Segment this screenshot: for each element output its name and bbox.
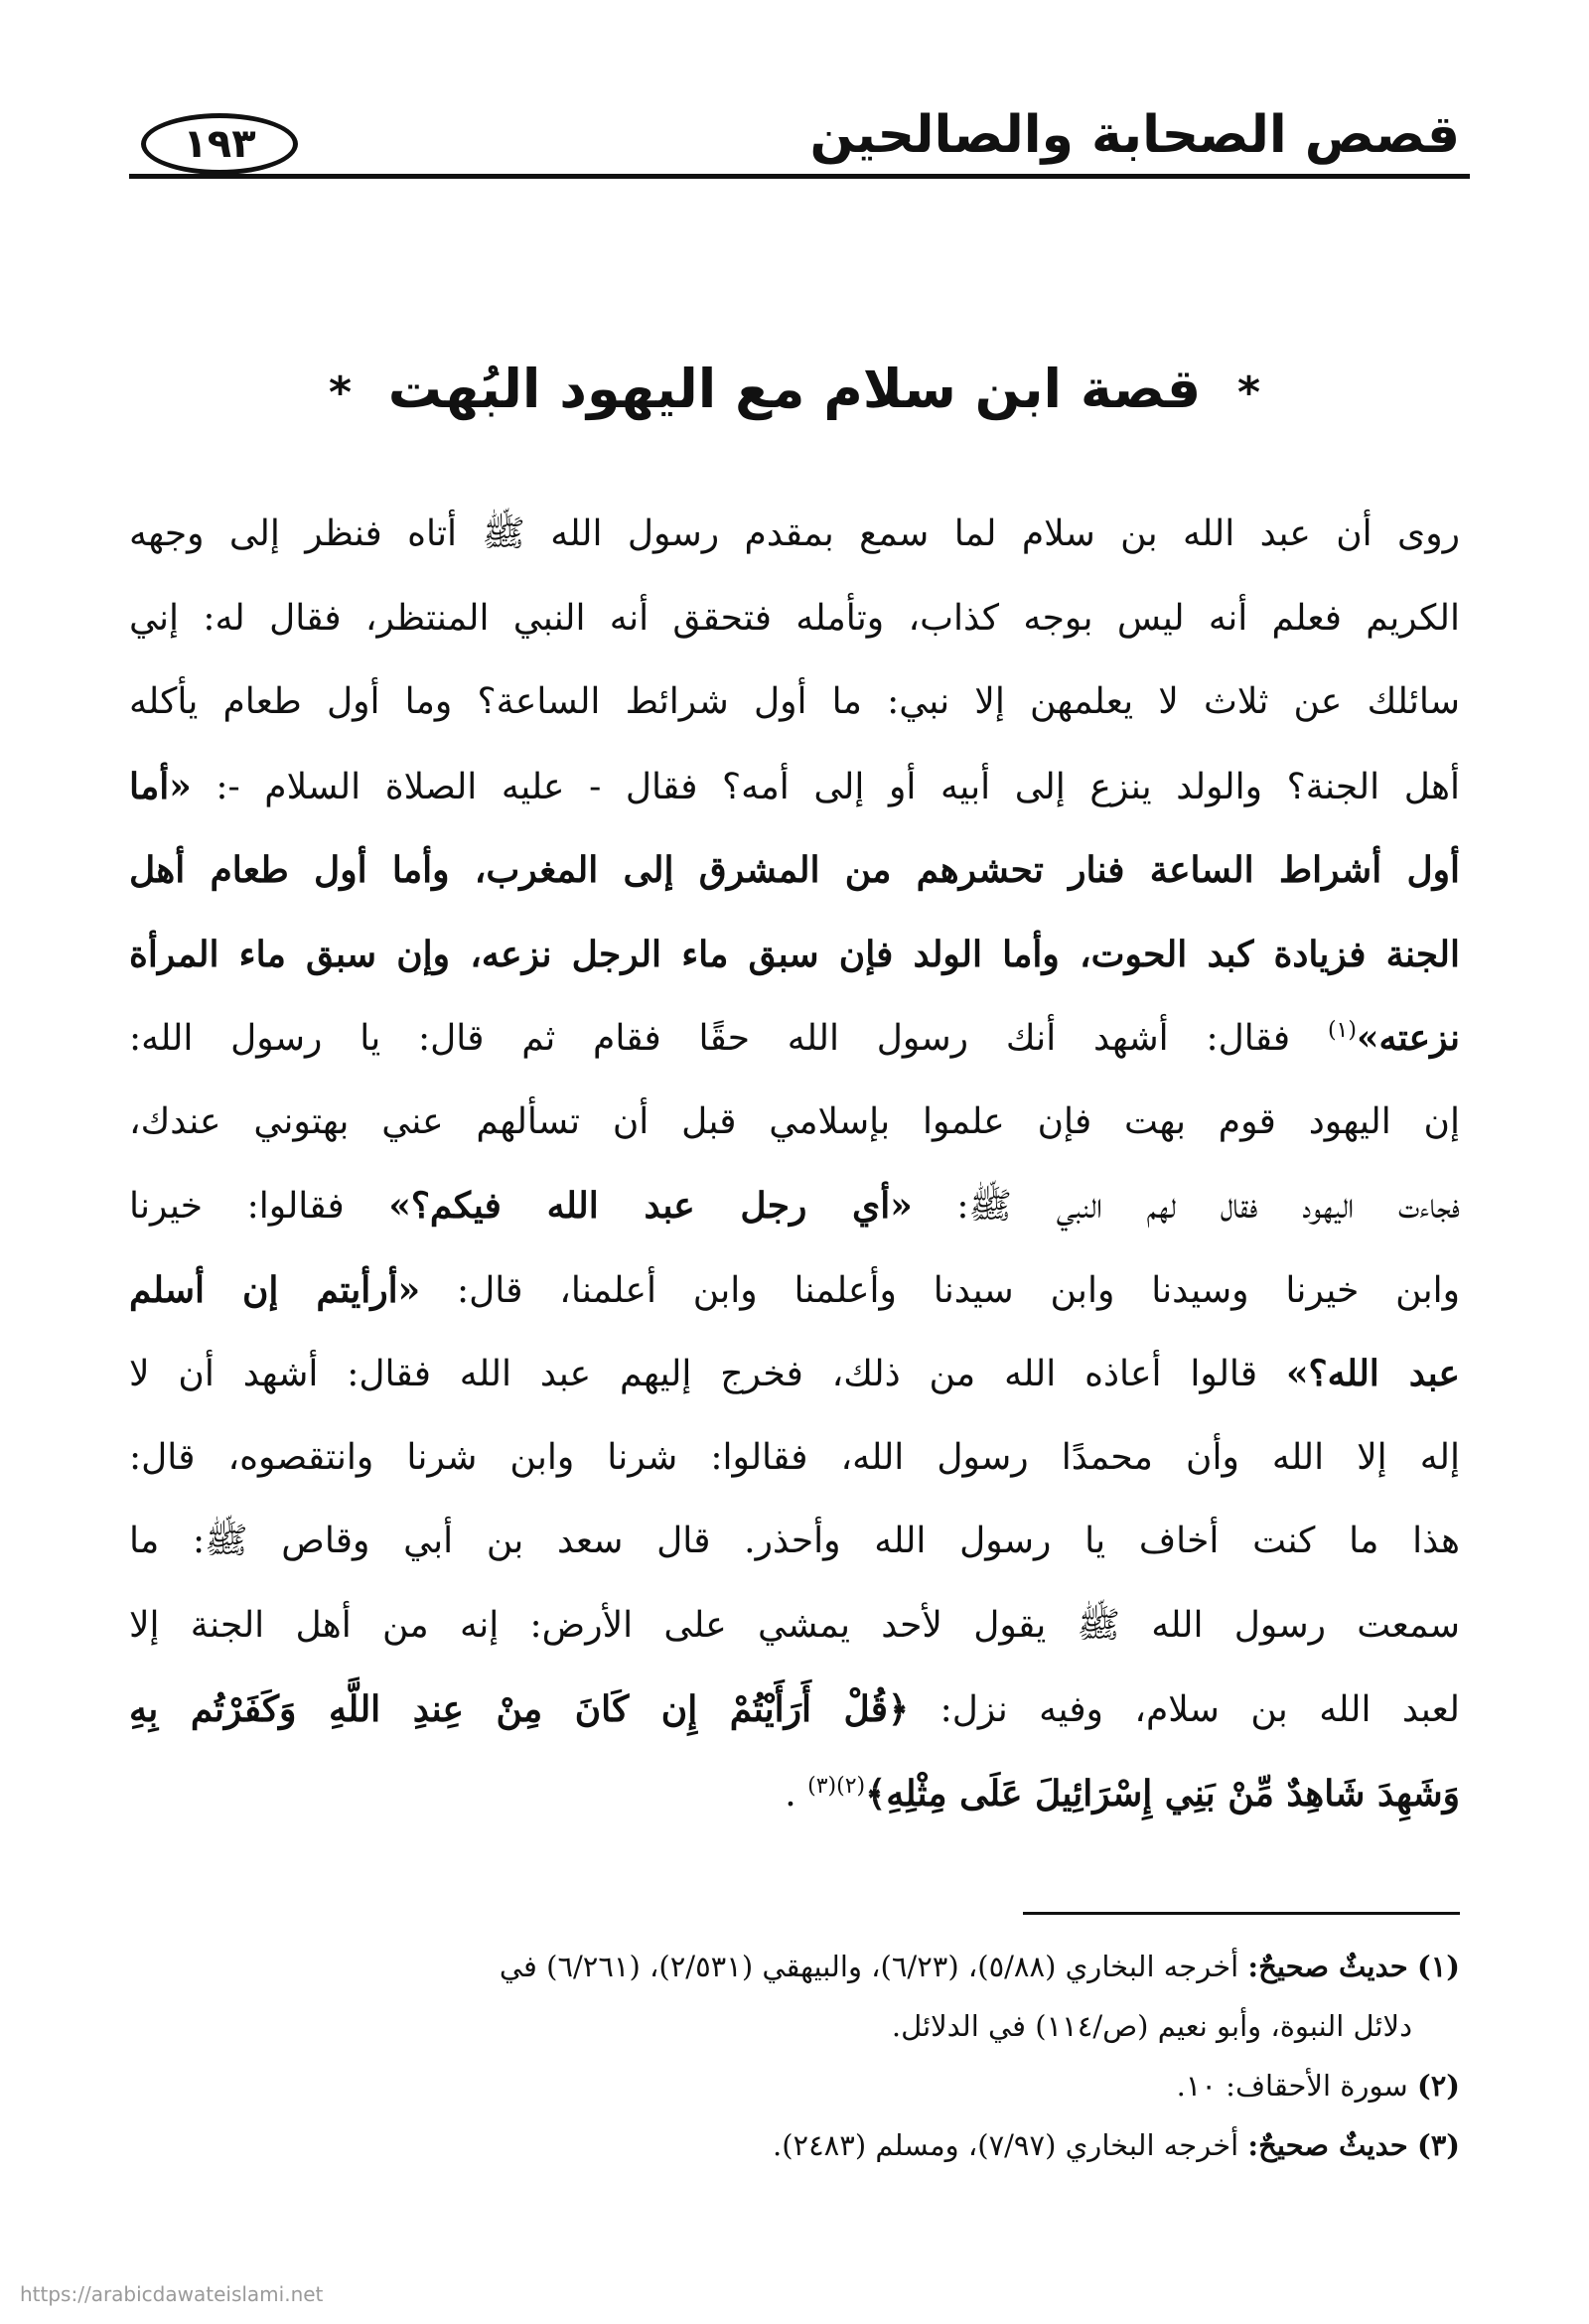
footnote-item: (٢) سورة الأحقاف: ١٠. [1176, 2069, 1460, 2103]
body-line: إله إلا الله وأن محمدًا رسول الله، فقالوا: شرنا وابن شرنا وانتقصوه، قال: [129, 1436, 1460, 1478]
hadith-quote-start: «أما [129, 765, 192, 807]
footnotes [129, 1937, 1460, 2175]
body-line: أهل الجنة؟ والولد ينزع إلى أبيه أو إلى أمه؟ فقال - عليه الصلاة السلام -: «أما [129, 765, 1460, 807]
footnote-mark: (١) [1327, 1018, 1357, 1043]
watermark-url: https://arabicdawateislami.net [20, 2282, 324, 2306]
body-line: أول أشراط الساعة فنار تحشرهم من المشرق إلى المغرب، وأما أول طعام أهل [129, 849, 1460, 891]
footnote-item: (٣) حديثٌ صحيحٌ: أخرجه البخاري (٧/٩٧)، ومسلم (٢٤٨٣). [772, 2128, 1460, 2162]
quran-verse: ﴿قُلْ أَرَأَيْتُمْ إِن كَانَ مِنْ عِندِ اللَّهِ وَكَفَرْتُم بِهِ [129, 1688, 910, 1730]
body-line: إن اليهود قوم بهت فإن علموا بإسلامي قبل أن تسألهم عني بهتوني عندك، [129, 1100, 1460, 1142]
body-line: فجاءت اليهود فقال لهم النبي ﷺ: «أي رجل عبد الله فيكم؟» فقالوا: خيرنا [129, 1185, 1460, 1227]
body-line: وَشَهِدَ شَاهِدٌ مِّنْ بَنِي إِسْرَائِيلَ عَلَى مِثْلِهِ﴾$^{(٢)(٣)}$ . [785, 1772, 1460, 1815]
quran-verse: وَشَهِدَ شَاهِدٌ مِّنْ بَنِي إِسْرَائِيلَ عَلَى مِثْلِهِ﴾ [865, 1772, 1460, 1815]
header-rule [129, 174, 1470, 179]
footnote-continuation: دلائل النبوة، وأبو نعيم (ص/١١٤) في الدلائل. [891, 2009, 1412, 2043]
book-title: قصص الصحابة والصالحين [809, 105, 1460, 165]
body-line: هذا ما كنت أخاف يا رسول الله وأحذر. قال سعد بن أبي وقاص ﷺ: ما [129, 1521, 1460, 1561]
body-line: الجنة فزيادة كبد الحوت، وأما الولد فإن سبق ماء الرجل نزعه، وإن سبق ماء المرأة [129, 933, 1460, 975]
story-title-block [129, 358, 1460, 420]
body-line: وابن خيرنا وسيدنا وابن سيدنا وأعلمنا وابن أعلمنا، قال: «أرأيتم إن أسلم [129, 1268, 1460, 1311]
title-star-left: * [328, 367, 352, 418]
footnote-rule [1023, 1912, 1460, 1915]
title-star-right: * [1237, 367, 1261, 418]
footnote-mark: (٢) [836, 1773, 866, 1799]
story-title: قصة ابن سلام مع اليهود البُهت [387, 358, 1202, 420]
body-line: نزعته»$^{(١)}$ فقال: أشهد أنك رسول الله حقًا فقام ثم قال: يا رسول الله: [129, 1017, 1460, 1059]
body-line: عبد الله؟» قالوا أعاذه الله من ذلك، فخرج إليهم عبد الله فقال: أشهد أن لا [129, 1353, 1460, 1394]
body-line: لعبد الله بن سلام، وفيه نزل: ﴿قُلْ أَرَأَيْتُمْ إِن كَانَ مِنْ عِندِ اللَّهِ وَكَفَرْتُم بِهِ [129, 1688, 1460, 1730]
page-number: ١٩٣ [183, 121, 256, 167]
body-line: روى أن عبد الله بن سلام لما سمع بمقدم رسول الله ﷺ أتاه فنظر إلى وجهه [129, 513, 1460, 554]
body-line: سمعت رسول الله ﷺ يقول لأحد يمشي على الأرض: إنه من أهل الجنة إلا [129, 1604, 1460, 1646]
running-header [129, 95, 1470, 185]
body-line: سائلك عن ثلاث لا يعلمهن إلا نبي: ما أول شرائط الساعة؟ وما أول طعام يأكله [129, 681, 1460, 722]
page-number-oval [141, 113, 298, 175]
body-line: الكريم فعلم أنه ليس بوجه كذاب، وتأمله فتحقق أنه النبي المنتظر، فقال له: إني [129, 597, 1460, 639]
body-text [129, 493, 1460, 1835]
footnote-item: (١) حديثٌ صحيحٌ: أخرجه البخاري (٥/٨٨)، (٦/٢٣)، والبيهقي (٢/٥٣١)، (٦/٢٦١) في [499, 1950, 1460, 1983]
footnote-mark: (٣) [807, 1773, 837, 1799]
